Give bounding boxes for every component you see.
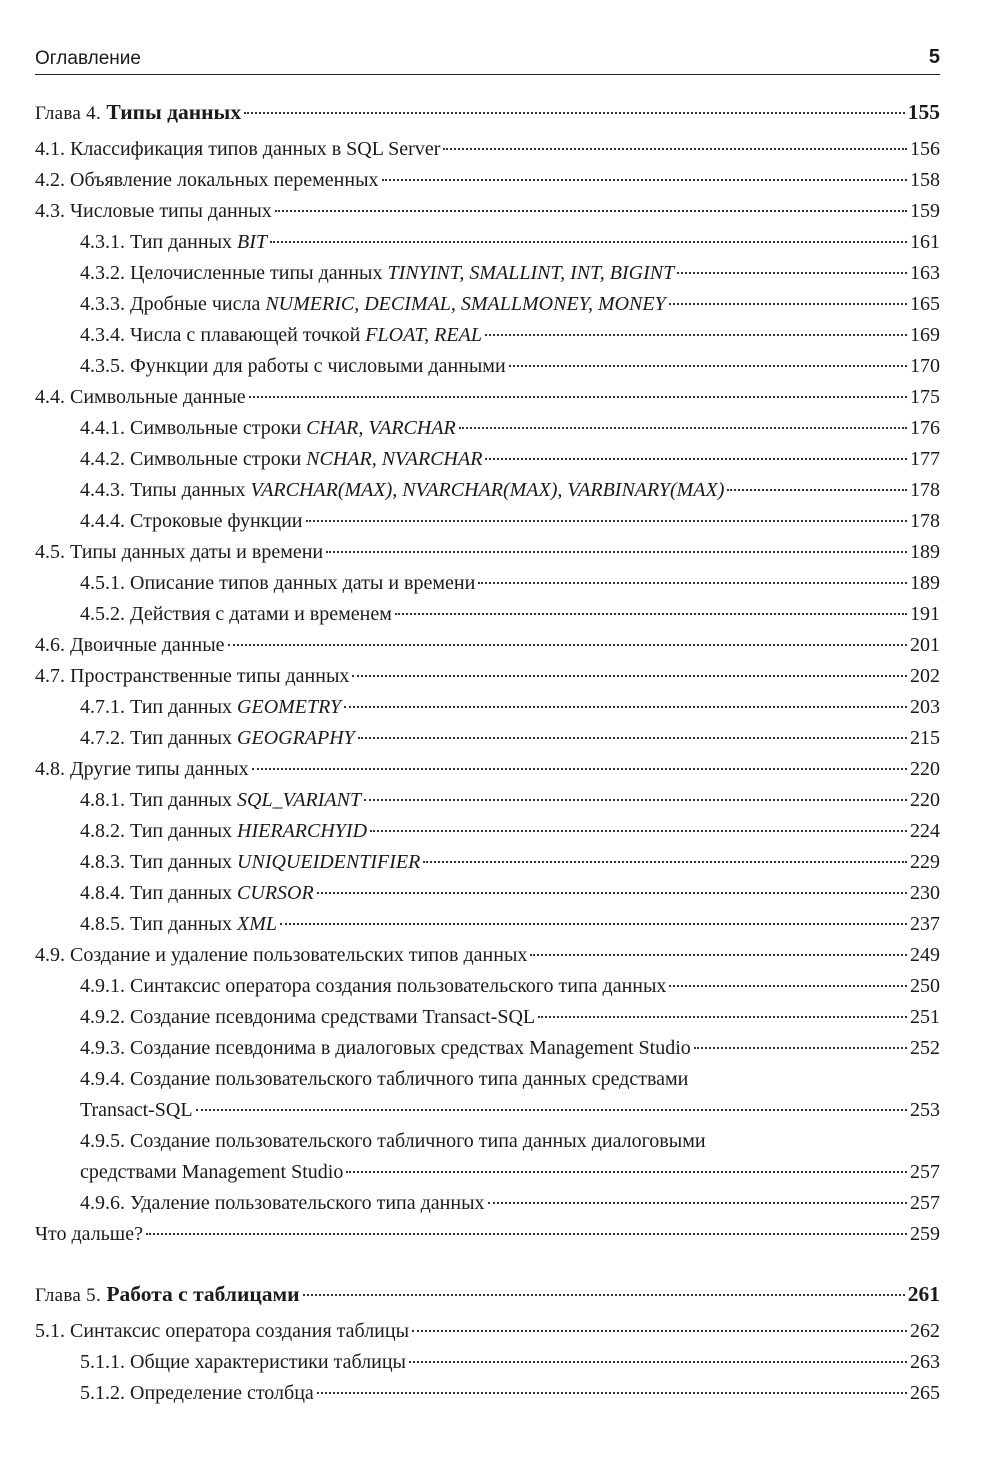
section-title: Целочисленные типы данных	[130, 262, 388, 284]
section-title: Строковые функции	[130, 510, 303, 532]
section-number: 4.3.2.	[80, 262, 125, 284]
dot-leader	[317, 1392, 907, 1394]
section-number: 4.9.6.	[80, 1192, 125, 1214]
section-number: 4.2.	[35, 169, 65, 191]
dot-leader	[409, 1361, 907, 1363]
dot-leader	[530, 954, 907, 956]
toc-entry-4-4-3[interactable]	[35, 475, 940, 506]
section-number: 4.1.	[35, 138, 65, 160]
running-head-page-number: 5	[928, 46, 940, 68]
dot-leader	[488, 1202, 907, 1204]
dot-leader	[280, 923, 907, 925]
page-number: 161	[910, 231, 940, 253]
section-number: 4.4.2.	[80, 448, 125, 470]
section-number: 4.9.1.	[80, 975, 125, 997]
section-number: 4.3.	[35, 200, 65, 222]
section-title-italic: BIT	[237, 231, 268, 253]
section-title: Общие характеристики таблицы	[130, 1351, 406, 1373]
dot-leader	[443, 148, 907, 150]
section-number: 4.7.1.	[80, 696, 125, 718]
section-title: Другие типы данных	[70, 758, 249, 780]
toc-entry-4-3-1[interactable]	[35, 227, 940, 258]
page-number: 189	[910, 541, 940, 563]
page-number: 250	[910, 975, 940, 997]
toc-entry-4-4-4[interactable]	[35, 506, 940, 537]
toc-entry-4-8-4[interactable]	[35, 878, 940, 909]
dot-leader	[346, 1171, 907, 1173]
section-title: Тип данных	[130, 882, 238, 904]
section-title: Создание псевдонима в диалоговых средствах Management Studio	[130, 1037, 691, 1059]
page-number: 203	[910, 696, 940, 718]
dot-leader	[669, 985, 907, 987]
dot-leader	[249, 396, 907, 398]
page-number: 252	[910, 1037, 940, 1059]
section-number: 4.8.4.	[80, 882, 125, 904]
toc-entry-4-5-2[interactable]	[35, 599, 940, 630]
page-number: 202	[910, 665, 940, 687]
section-title: Синтаксис оператора создания таблицы	[70, 1320, 410, 1342]
dot-leader	[509, 365, 907, 367]
section-title-italic: CHAR, VARCHAR	[306, 417, 456, 439]
page-number: 257	[910, 1192, 940, 1214]
dot-leader	[364, 799, 907, 801]
page-number: 261	[907, 1282, 940, 1306]
toc-entry-4-9-3[interactable]	[35, 1033, 940, 1064]
section-title-italic: HIERARCHYID	[237, 820, 368, 842]
dot-leader	[244, 112, 905, 114]
page-number: 215	[910, 727, 940, 749]
chapter-title: Типы данных	[106, 100, 242, 124]
section-number: 4.8.5.	[80, 913, 125, 935]
toc-chapter-4[interactable]	[35, 92, 940, 134]
dot-leader	[326, 551, 907, 553]
section-title: Тип данных	[130, 727, 238, 749]
section-title: Типы данных	[130, 479, 251, 501]
page-number: 224	[910, 820, 940, 842]
dot-leader	[146, 1233, 907, 1235]
running-head	[35, 46, 940, 75]
page-number: 159	[910, 200, 940, 222]
dot-leader	[694, 1047, 907, 1049]
section-title: Символьные строки	[130, 417, 307, 439]
dot-leader	[196, 1109, 907, 1111]
page-number: 177	[910, 448, 940, 470]
section-number: 4.7.	[35, 665, 65, 687]
toc-entry-4-2[interactable]	[35, 165, 940, 196]
page-number: 170	[910, 355, 940, 377]
section-title: Тип данных	[130, 231, 238, 253]
section-number: 4.9.2.	[80, 1006, 125, 1028]
toc-entry-5-1-1[interactable]	[35, 1347, 940, 1378]
page-number: 189	[910, 572, 940, 594]
section-title: Типы данных даты и времени	[70, 541, 324, 563]
section-title: Создание и удаление пользовательских типов данных	[70, 944, 528, 966]
section-number: 4.3.3.	[80, 293, 125, 315]
section-title: Тип данных	[130, 696, 238, 718]
section-number: 5.1.	[35, 1320, 65, 1342]
page-number: 191	[910, 603, 940, 625]
toc-entry-4-9[interactable]	[35, 940, 940, 971]
dot-leader	[538, 1016, 907, 1018]
toc-entry-4-3-2[interactable]	[35, 258, 940, 289]
section-title: Объявление локальных переменных	[70, 169, 379, 191]
chapter-label: Глава 5.	[35, 1285, 102, 1306]
toc-entry-what-next[interactable]	[35, 1219, 940, 1250]
section-title: Символьные данные	[70, 386, 246, 408]
section-title-italic: XML	[237, 913, 278, 935]
section-title: Дробные числа	[130, 293, 266, 315]
toc-entry-4-6[interactable]	[35, 630, 940, 661]
page-number: 257	[910, 1161, 940, 1183]
toc-entry-4-5-1[interactable]	[35, 568, 940, 599]
toc-entry-5-1-2[interactable]	[35, 1378, 940, 1409]
dot-leader	[275, 210, 907, 212]
section-number: 4.9.	[35, 944, 65, 966]
section-number: 4.9.5.	[80, 1130, 125, 1152]
section-number: 5.1.1.	[80, 1351, 125, 1373]
toc-entry-4-3-4[interactable]	[35, 320, 940, 351]
section-title: Тип данных	[130, 789, 238, 811]
section-number: 4.4.1.	[80, 417, 125, 439]
section-title-continuation: средствами Management Studio	[80, 1161, 344, 1183]
dot-leader	[303, 1294, 905, 1296]
dot-leader	[252, 768, 907, 770]
section-title: Описание типов данных даты и времени	[130, 572, 476, 594]
page-number: 155	[907, 100, 940, 124]
toc-entry-4-9-5[interactable]	[35, 1126, 940, 1188]
dot-leader	[478, 582, 907, 584]
page-number: 176	[910, 417, 940, 439]
toc-entry-4-8-3[interactable]	[35, 847, 940, 878]
toc-entry-4-9-1[interactable]	[35, 971, 940, 1002]
section-title-italic: TINYINT, SMALLINT, INT, BIGINT	[387, 262, 675, 284]
section-number: 4.6.	[35, 634, 65, 656]
dot-leader	[485, 458, 907, 460]
table-of-contents	[35, 92, 940, 1409]
section-title: Классификация типов данных в SQL Server	[70, 138, 441, 160]
section-number: 4.8.1.	[80, 789, 125, 811]
toc-entry-4-7-2[interactable]	[35, 723, 940, 754]
section-title: Определение столбца	[130, 1382, 314, 1404]
toc-entry-4-7-1[interactable]	[35, 692, 940, 723]
section-title: Действия с датами и временем	[130, 603, 392, 625]
section-number: 4.9.4.	[80, 1068, 125, 1090]
section-title: Числа с плавающей точкой	[130, 324, 366, 346]
section-title: Создание псевдонима средствами Transact-SQL	[130, 1006, 536, 1028]
page-number: 169	[910, 324, 940, 346]
toc-entry-4-3-5[interactable]	[35, 351, 940, 382]
section-title-italic: NUMERIC, DECIMAL, SMALLMONEY, MONEY	[265, 293, 666, 315]
section-title: Функции для работы с числовыми данными	[130, 355, 506, 377]
section-title: Тип данных	[130, 820, 238, 842]
page-number: 251	[910, 1006, 940, 1028]
section-title-italic: UNIQUEIDENTIFIER	[237, 851, 421, 873]
dot-leader	[344, 706, 907, 708]
page-number: 201	[910, 634, 940, 656]
toc-entry-4-8-2[interactable]	[35, 816, 940, 847]
dot-leader	[459, 427, 907, 429]
section-number: 4.8.2.	[80, 820, 125, 842]
toc-entry-4-3[interactable]	[35, 196, 940, 227]
page-number: 165	[910, 293, 940, 315]
section-number: 4.5.1.	[80, 572, 125, 594]
toc-entry-4-9-4[interactable]	[35, 1064, 940, 1126]
page-number: 237	[910, 913, 940, 935]
toc-entry-4-7[interactable]	[35, 661, 940, 692]
page-number: 156	[910, 138, 940, 160]
chapter-title: Работа с таблицами	[106, 1282, 300, 1306]
dot-leader	[317, 892, 907, 894]
section-number: 4.8.3.	[80, 851, 125, 873]
section-number: 4.3.5.	[80, 355, 125, 377]
section-title: Тип данных	[130, 851, 238, 873]
page-number: 259	[910, 1223, 940, 1245]
section-number: 4.5.	[35, 541, 65, 563]
dot-leader	[669, 303, 907, 305]
section-title-italic: GEOGRAPHY	[237, 727, 355, 749]
page-number: 175	[910, 386, 940, 408]
dot-leader	[352, 675, 907, 677]
section-number: 4.5.2.	[80, 603, 125, 625]
page-number: 253	[910, 1099, 940, 1121]
section-title: Пространственные типы данных	[70, 665, 350, 687]
section-number: 4.7.2.	[80, 727, 125, 749]
section-title: Тип данных	[130, 913, 238, 935]
section-number: 4.8.	[35, 758, 65, 780]
toc-entry-4-4-1[interactable]	[35, 413, 940, 444]
section-number: 4.3.4.	[80, 324, 125, 346]
dot-leader	[370, 830, 907, 832]
toc-entry-4-8[interactable]	[35, 754, 940, 785]
section-title: Синтаксис оператора создания пользовательского типа данных	[130, 975, 667, 997]
section-title-italic: SQL_VARIANT	[237, 789, 362, 811]
chapter-label: Глава 4.	[35, 103, 102, 124]
section-title: Создание пользовательского табличного типа данных диалоговыми	[130, 1130, 706, 1152]
toc-entry-4-9-6[interactable]	[35, 1188, 940, 1219]
section-title: Символьные строки	[130, 448, 307, 470]
dot-leader	[412, 1330, 907, 1332]
page-number: 178	[910, 510, 940, 532]
running-head-title: Оглавление	[35, 48, 141, 69]
toc-entry-4-8-5[interactable]	[35, 909, 940, 940]
dot-leader	[727, 489, 907, 491]
page-number: 230	[910, 882, 940, 904]
section-title-italic: GEOMETRY	[237, 696, 342, 718]
toc-entry-4-1[interactable]	[35, 134, 940, 165]
dot-leader	[677, 272, 907, 274]
section-title-italic: CURSOR	[237, 882, 314, 904]
dot-leader	[423, 861, 907, 863]
section-title: Создание пользовательского табличного типа данных средствами	[130, 1068, 689, 1090]
page-number: 229	[910, 851, 940, 873]
section-title: Числовые типы данных	[70, 200, 272, 222]
page-number: 178	[910, 479, 940, 501]
page-number: 262	[910, 1320, 940, 1342]
dot-leader	[228, 644, 907, 646]
section-number: 5.1.2.	[80, 1382, 125, 1404]
section-title-italic: FLOAT, REAL	[365, 324, 482, 346]
section-title: Двоичные данные	[70, 634, 225, 656]
dot-leader	[270, 241, 907, 243]
section-number: 4.4.	[35, 386, 65, 408]
page-number: 249	[910, 944, 940, 966]
toc-entry-4-9-2[interactable]	[35, 1002, 940, 1033]
dot-leader	[306, 520, 907, 522]
toc-entry-4-4[interactable]	[35, 382, 940, 413]
section-title-italic: NCHAR, NVARCHAR	[306, 448, 483, 470]
page-number: 158	[910, 169, 940, 191]
toc-entry-5-1[interactable]	[35, 1316, 940, 1347]
page-number: 163	[910, 262, 940, 284]
section-number: 4.4.4.	[80, 510, 125, 532]
page-number: 220	[910, 789, 940, 811]
dot-leader	[395, 613, 907, 615]
toc-entry-4-8-1[interactable]	[35, 785, 940, 816]
section-title: Удаление пользовательского типа данных	[130, 1192, 485, 1214]
toc-entry-4-5[interactable]	[35, 537, 940, 568]
dot-leader	[358, 737, 907, 739]
section-title: Что дальше?	[35, 1223, 143, 1245]
section-number: 4.3.1.	[80, 231, 125, 253]
page-number: 265	[910, 1382, 940, 1404]
toc-entry-4-3-3[interactable]	[35, 289, 940, 320]
page-number: 220	[910, 758, 940, 780]
section-title-continuation: Transact-SQL	[80, 1099, 193, 1121]
page-number: 263	[910, 1351, 940, 1373]
section-number: 4.4.3.	[80, 479, 125, 501]
toc-chapter-5[interactable]	[35, 1274, 940, 1316]
dot-leader	[382, 179, 907, 181]
section-number: 4.9.3.	[80, 1037, 125, 1059]
toc-entry-4-4-2[interactable]	[35, 444, 940, 475]
dot-leader	[485, 334, 907, 336]
section-title-italic: VARCHAR(MAX), NVARCHAR(MAX), VARBINARY(MAX)	[250, 479, 725, 501]
